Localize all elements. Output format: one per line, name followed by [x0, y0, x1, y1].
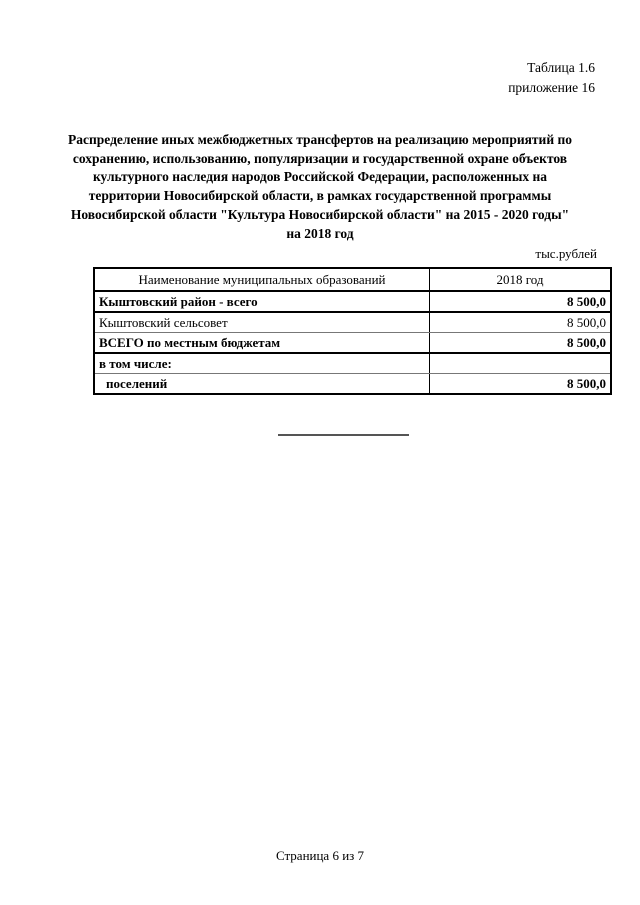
- row-label: Кыштовский район - всего: [94, 291, 430, 312]
- row-label: поселений: [94, 374, 430, 395]
- row-value: [430, 353, 612, 374]
- annex-ref: приложение 16: [508, 80, 595, 95]
- row-value: 8 500,0: [430, 333, 612, 354]
- table-header-row: [94, 268, 611, 291]
- column-header-municipality: Наименование муниципальных образований: [94, 268, 430, 291]
- column-header-year: 2018 год: [430, 268, 612, 291]
- title-line-2: сохранению, использованию, популяризации и государственной охране объектов: [72, 150, 568, 166]
- document-title: [0, 131, 640, 243]
- table-row-selsovet: [94, 312, 611, 333]
- title-line-5: Новосибирской области "Культура Новосибирской области" на 2015 - 2020 годы": [70, 206, 570, 222]
- title-line-6: на 2018 год: [286, 225, 354, 241]
- row-value: 8 500,0: [430, 312, 612, 333]
- page-number: Страница 6 из 7: [275, 848, 365, 863]
- title-line-3: культурного наследия народов Российской Федерации, расположенных на: [92, 169, 548, 185]
- units-label: тыс.рублей: [535, 246, 597, 261]
- transfers-table: [93, 267, 612, 395]
- row-label: ВСЕГО по местным бюджетам: [94, 333, 430, 354]
- title-line-1: Распределение иных межбюджетных трансфертов на реализацию мероприятий по: [67, 132, 572, 147]
- table-row-including: [94, 353, 611, 374]
- table-row-settlements: [94, 374, 611, 395]
- row-label: Кыштовский сельсовет: [94, 312, 430, 333]
- table-ref: Таблица 1.6: [527, 60, 595, 75]
- document-refs: [508, 58, 595, 98]
- row-value: 8 500,0: [430, 291, 612, 312]
- row-value: 8 500,0: [430, 374, 612, 395]
- table-row-district-total: [94, 291, 611, 312]
- title-line-4: территории Новосибирской области, в рамках государственной программы: [88, 188, 552, 204]
- footnote-separator: [278, 434, 409, 436]
- row-label: в том числе:: [94, 353, 430, 374]
- table-row-local-budgets-total: [94, 333, 611, 354]
